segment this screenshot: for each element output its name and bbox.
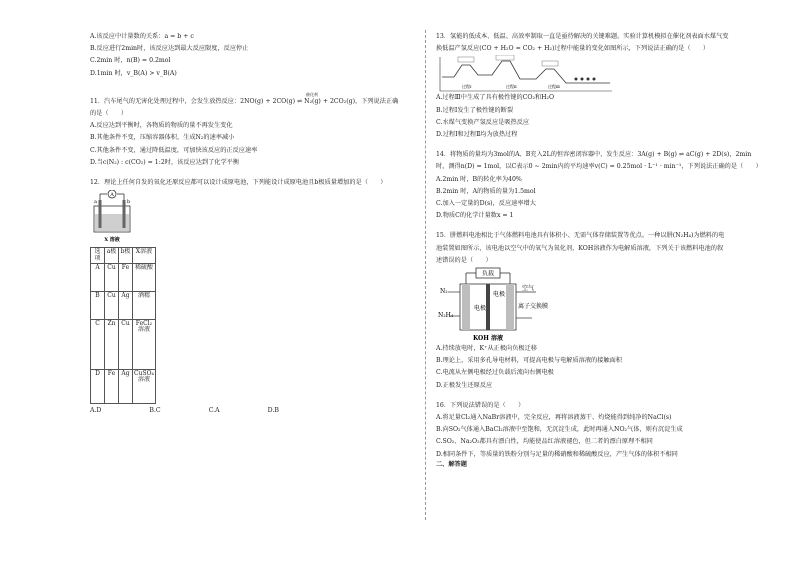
table-cell: Cu [105,291,119,319]
header-x-solution: X溶液 [133,248,156,264]
q11-option-b: B.其他条件不变，压缩容器体积，生成N₂的速率减小 [90,134,235,142]
q11-stem: 11．汽车尾气的无害化处理过程中，会发生放热反应：2NO(g) + 2CO(g) ⇌ N₂(g) + 2CO₂(g)，下列说法正确 [90,97,399,105]
q11-option-a: A.反应达到平衡时，各物质的物质的量不再发生变化 [90,122,233,130]
state-box [458,57,474,62]
q16-option-d: D.相同条件下，等质量的铁粉分别与足量的稀硝酸和稀硫酸反应，产生气体的体积不相同 [436,450,678,458]
q14-stem-cont: 时，测得n(D) = 1mol，以C表示0 ~ 2min内的平均速率v(C) = 0.25mol · L⁻¹ · min⁻¹，下列说法正确的是（ ） [436,163,762,171]
process-1-label: 过程Ⅰ [462,84,472,90]
table-cell: C [91,319,105,369]
electrode-b [123,200,126,228]
q15-option-b: B.理论上，采用多孔导电材料，可提高电极与电解质溶液的接触面积 [436,357,622,365]
q13-option-d: D.过程Ⅰ和过程Ⅱ均为放热过程 [436,131,518,139]
table-cell: Cu [105,263,119,291]
q15-stem: 15．肼燃料电池相比于气体燃料电池具有体积小、无需气体存储装置等优点。一种以肼(N₂H₄)为燃料的电 [436,232,725,240]
table-cell: A [91,263,105,291]
ammeter-label: A [110,192,114,199]
section-heading: 二、解答题 [436,460,467,468]
table-row [91,319,156,369]
n2-label: N₂ [440,288,448,296]
electrode-a-label: a [94,199,97,206]
q13-stem-cont: 换低温产氢反应(CO + H₂O = CO₂ + H₂)过程中能量的变化如图所示，下列说法正确的是（ ） [436,45,710,53]
fuel-cell-figure [436,266,566,346]
q11-stem-cont: 的是（ ） [90,110,128,118]
q14-option-a: A.2min 时，B的转化率为40% [436,175,522,183]
state-box [542,61,558,66]
q10-option-c: C.2min 时，n(B) = 0.2mol [90,57,171,65]
electrode-a [99,200,102,228]
q14-stem: 14．将物质的量均为3mol的A、B充入2L的恒容密闭容器中，发生反应：3A(g) + B(g) ⇌ aC(g) + 2D(s)，2min [436,151,752,159]
state-box [496,55,514,60]
right-column [436,34,771,468]
q12-choice-b: B.C [149,406,161,414]
catalyst-label: 催化剂 [306,91,318,97]
koh-label: KOH 溶液 [472,335,504,343]
galvanic-cell-figure [90,190,134,244]
load-label: 负载 [481,270,495,278]
table-cell: Fe [119,263,133,291]
q10-option-d: D.1min 时，v_B(A) > v_B(A) [90,69,177,77]
q11-option-d: D.当c(N₂) : c(CO₂) = 1:2时，该反应达到了化学平衡 [90,158,240,166]
header-option: 选项 [91,248,105,264]
q12-choices [90,408,402,414]
q16-option-c: C.SO₂、Na₂O₂都具有漂白性，均能使品红溶液褪色，但二者的漂白原理不相同 [436,438,653,446]
q12-stem: 12．理论上任何自发的氧化还原反应都可以设计成原电池，下列能设计成原电池且b极质量增加的是（ ） [90,179,387,187]
column-divider [425,30,426,520]
q16-stem: 16．下列说法错误的是（ ） [436,401,525,409]
left-column [90,34,402,414]
table-cell: CuSO₄溶液 [133,369,156,403]
q13-option-a: A.过程Ⅲ中生成了具有极性键的CO₂和H₂O [436,94,555,102]
x-solution-label: X 溶液 [104,237,120,244]
right-electrode-label: 电极 [493,291,506,299]
electrode-b-label: b [127,199,131,206]
left-electrode [462,284,470,330]
ion-exchange-membrane [486,284,490,330]
q14-option-d: D.物质C的化学计量数x = 1 [436,212,514,220]
energy-curve [442,61,610,83]
membrane-label: 离子交换膜 [518,303,549,311]
q13-option-c: C.水煤气变换产氢反应是吸热反应 [436,118,530,126]
q15-option-a: A.持续放电时，K⁺从正极向负极迁移 [436,345,537,353]
q15-stem-end: 述错误的是（ ） [436,256,492,264]
q14-option-c: C.加入一定量的D(s)，反应速率增大 [436,200,536,208]
q15-option-c: C.电流从左侧电极经过负载后流向右侧电极 [436,369,554,377]
table-row [91,263,156,291]
q16-option-a: A.将足量Cl₂通入NaBr溶液中，完全反应，再将溶液蒸干、灼烧能得到纯净的NaCl(s) [436,414,672,422]
table-row [91,369,156,403]
q12-choice-d: D.B [267,406,279,414]
q12-options-table [90,247,156,404]
header-a-pole: a极 [105,248,119,264]
table-cell: Fe [105,369,119,403]
table-header-row [91,248,156,264]
table-cell: Ag [119,291,133,319]
q12-choice-a: A.D [90,406,102,414]
q11-option-c: C.其他条件不变，通过降低温度，可加快该反应的正反应速率 [90,146,258,154]
table-cell: D [91,369,105,403]
q10-option-a: A.该反应中计量数的关系：a = b + c [90,33,194,40]
n2h4-label: N₂H₄ [438,312,454,320]
process-3-label: 过程Ⅲ [548,84,560,90]
process-2-label: 过程Ⅱ [506,84,517,90]
table-cell: Ag [119,369,133,403]
table-cell: 酒精 [133,291,156,319]
q15-stem-cont: 池装置如图所示，该电池以空气中的氧气为氧化剂，KOH溶液作为电解质溶液，下列关于该燃料电池的叙 [436,244,724,252]
air-label: 空气 [522,285,535,293]
table-cell: Zn [105,319,119,369]
q12-choice-c: C.A [208,406,220,414]
left-electrode-label: 电极 [474,305,487,313]
table-row [91,291,156,319]
q16-option-b: B.向SO₂气体通入BaCl₂溶液中至饱和，无沉淀生成，此时再通入NO₂气体，则有沉淀生成 [436,426,683,434]
q13-stem: 13．氢能的低成本、低温、高效率制取一直是亟待解决的关键难题。实验计算机模拟在催化剂表面水煤气变 [436,33,729,40]
table-cell: B [91,291,105,319]
table-cell: Cu [119,319,133,369]
q14-option-b: B.2min 时，A的物质的量为1.5mol [436,187,536,195]
header-b-pole: b极 [119,248,133,264]
table-cell: 稀硫酸 [133,263,156,291]
q10-option-b: B.反应进行2min时，该反应达到最大反应限度，反应停止 [90,45,249,53]
table-cell: FeCl₂溶液 [133,319,156,369]
q13-option-b: B.过程Ⅰ发生了极性键的断裂 [436,106,514,114]
q15-option-d: D.正极发生还原反应 [436,381,493,389]
right-electrode [506,284,514,330]
energy-diagram-figure [436,55,616,95]
